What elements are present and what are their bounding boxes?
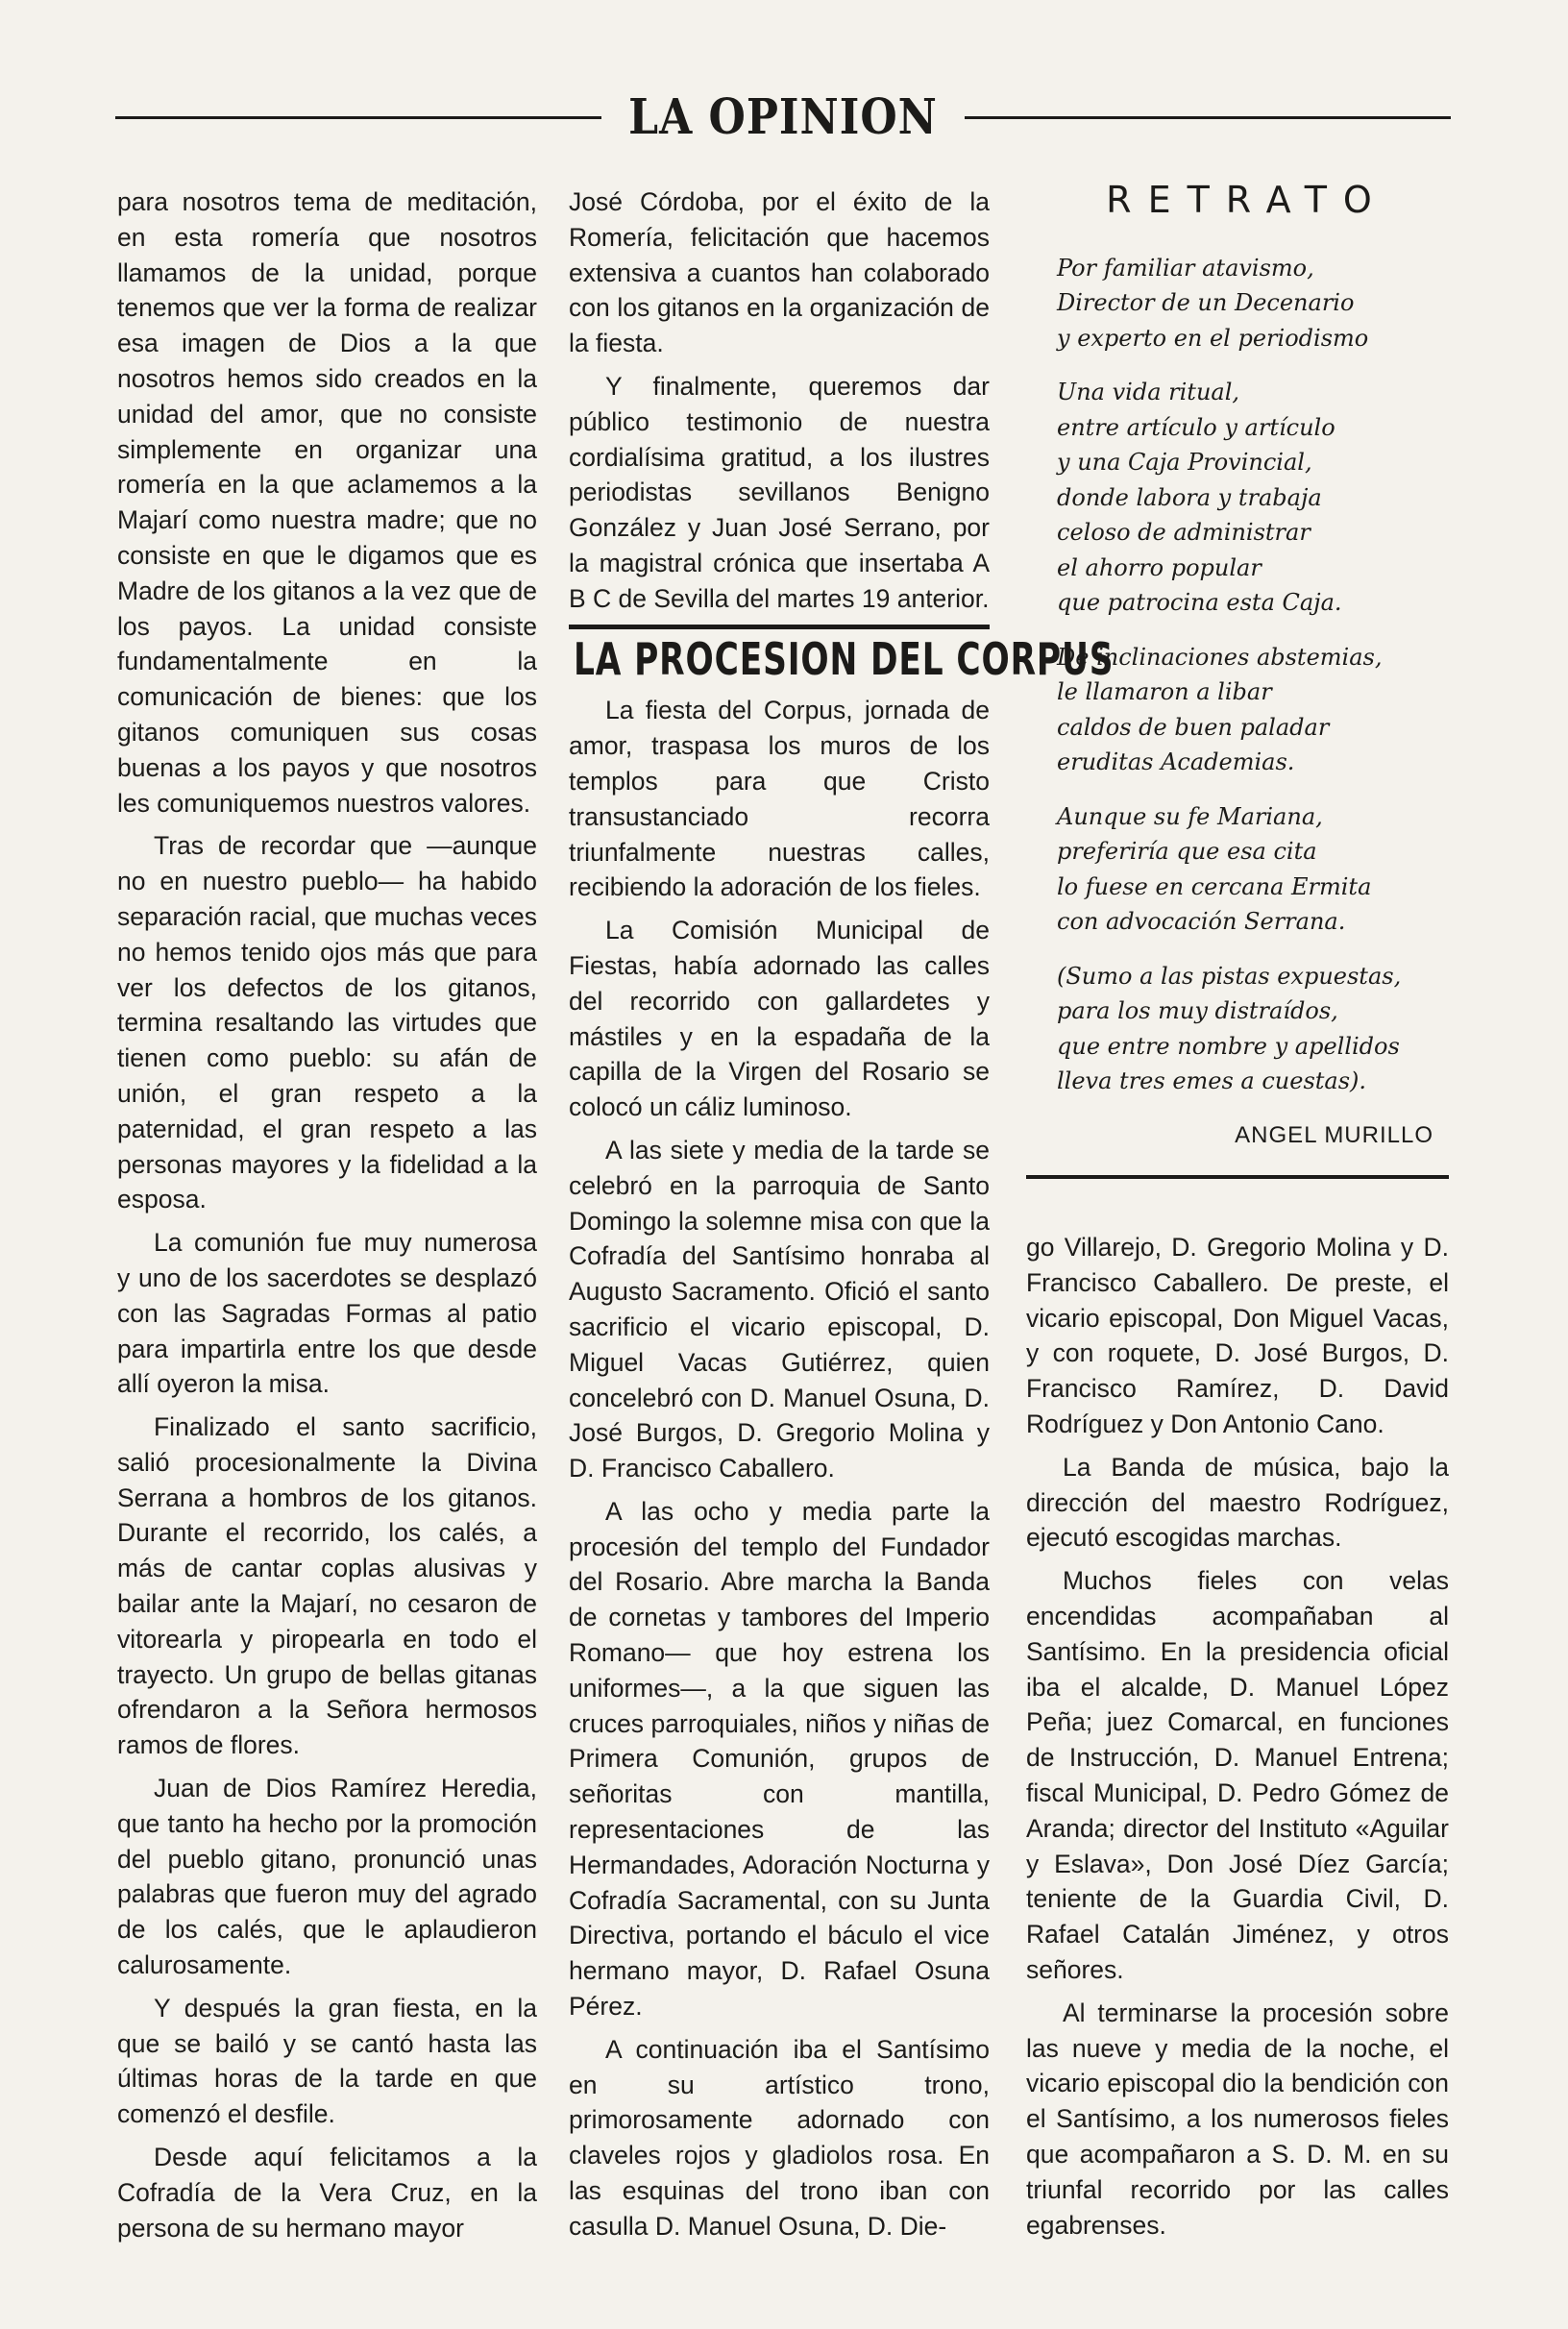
poem-line: lo fuese en cercana Ermita bbox=[1057, 872, 1372, 900]
poem-line: donde labora y trabaja bbox=[1057, 483, 1322, 511]
paragraph: Y finalmente, queremos dar público testimonio de nuestra cordialísima gratitud, a los ilustres periodistas sevillanos Benigno González y Juan José Serrano, por la magistral crónica que insertaba A B C de Sevilla del martes 19 anterior. bbox=[569, 371, 990, 613]
paragraph: La comunión fue muy numerosa y uno de los sacerdotes se desplazó con las Sagradas Formas al patio para impartirla entre los que desde allí oyeron la misa. bbox=[117, 1228, 537, 1399]
poem-line: entre artículo y artículo bbox=[1057, 413, 1335, 441]
paragraph: José Córdoba, por el éxito de la Romería, felicitación que hacemos extensiva a cuantos han colaborado con los gitanos en la organización de la fiesta. bbox=[569, 187, 990, 358]
paragraph: La Comisión Municipal de Fiestas, había adornado las calles del recorrido con gallardetes y mástiles y en la espadaña de la capilla de la Virgen del Rosario se colocó un cáliz luminoso. bbox=[569, 916, 990, 1122]
stanza bbox=[1057, 251, 1449, 356]
poem-line: el ahorro popular bbox=[1057, 553, 1262, 581]
poem-line: con advocación Serrana. bbox=[1057, 908, 1346, 936]
masthead bbox=[115, 88, 1451, 146]
poem-line: De inclinaciones abstemias, bbox=[1057, 643, 1383, 671]
masthead-title: LA OPINION bbox=[628, 88, 938, 146]
paragraph: Tras de recordar que —aunque no en nuestro pueblo— ha habido separación racial, que muchas veces no hemos tenido ojos más que para ver los defectos de los gitanos, termina resaltando las virtudes que tienen como pueblo: su afán de unión, el gran respeto a la paternidad, el gran respeto a las personas mayores y la fidelidad a la esposa. bbox=[117, 831, 537, 1214]
stanza bbox=[1057, 799, 1449, 940]
poem-line: que patrocina esta Caja. bbox=[1057, 589, 1342, 617]
column-3 bbox=[1026, 1230, 1449, 2250]
poem-line: y una Caja Provincial, bbox=[1057, 449, 1312, 477]
poem-line: Director de un Decenario bbox=[1057, 289, 1355, 317]
paragraph: go Villarejo, D. Gregorio Molina y D. Francisco Caballero. De preste, el vicario episcopal, Don Miguel Vacas, y con roquete, D. José Burgos, D. Francisco Ramírez, D. David Rodríguez y Don Antonio Cano. bbox=[1026, 1233, 1449, 1438]
paragraph: A las siete y media de la tarde se celebró en la parroquia de Santo Domingo la solemne misa con que la Cofradía del Santísimo honraba al Augusto Sacramento. Ofició el santo sacrificio el vicario episcopal, D. Miguel Vacas Gutiérrez, quien concelebró con D. Manuel Osuna, D. José Burgos, D. Gregorio Molina y D. Francisco Caballero. bbox=[569, 1135, 990, 1483]
author-signature: ANGEL MURILLO bbox=[1235, 1121, 1433, 1148]
paragraph: Juan de Dios Ramírez Heredia, que tanto ha hecho por la promoción del pueblo gitano, pronunció unas palabras que fueron muy del agrado de los calés, que le aplaudieron calurosamente. bbox=[117, 1774, 537, 1980]
paragraph: Desde aquí felicitamos a la Cofradía de la Vera Cruz, en la persona de su hermano mayor bbox=[117, 2143, 537, 2243]
poem-line: Una vida ritual, bbox=[1057, 379, 1240, 406]
poem-line: para los muy distraídos, bbox=[1057, 997, 1338, 1025]
paragraph: para nosotros tema de meditación, en esta romería que nosotros llamamos de la unidad, porque tenemos que ver la forma de realizar esa imagen de Dios a la que nosotros hemos sido creados en la unidad del amor, que no consiste simplemente en organizar una romería en la que aclamemos a la Majarí como nuestra madre; que no consiste en que le digamos que es Madre de los gitanos a la vez que de los payos. La unidad consiste fundamentalmente en la comunicación de bienes: que los gitanos comuniquen sus cosas buenas a los payos y que nosotros les comuniquemos nuestros valores. bbox=[117, 187, 537, 818]
paragraph: Y después la gran fiesta, en la que se bailó y se cantó hasta las últimas horas de la tarde en que comenzó el desfile. bbox=[117, 1993, 537, 2129]
paragraph: Al terminarse la procesión sobre las nueve y media de la noche, el vicario episcopal dio la bendición con el Santísimo, a los numerosos fieles que acompañaron a S. D. M. en su triunfal recorrido por las calles egabrenses. bbox=[1026, 1998, 1449, 2240]
stanza bbox=[1057, 375, 1449, 621]
paragraph: La Banda de música, bajo la dirección del maestro Rodríguez, ejecutó escogidas marchas. bbox=[1026, 1452, 1449, 1553]
section-rule bbox=[569, 625, 990, 629]
poem-line: Aunque su fe Mariana, bbox=[1057, 802, 1323, 830]
poem-line: celoso de administrar bbox=[1057, 519, 1311, 547]
retrato-box bbox=[1026, 179, 1449, 1179]
section-rule bbox=[1026, 1175, 1449, 1179]
poem-line: lleva tres emes a cuestas). bbox=[1057, 1067, 1367, 1095]
masthead-rule-right bbox=[965, 116, 1451, 119]
poem-line: preferiría que esa cita bbox=[1057, 838, 1317, 866]
poem-line: y experto en el periodismo bbox=[1057, 324, 1369, 352]
column-1 bbox=[117, 184, 537, 2253]
paragraph: A continuación iba el Santísimo en su artístico trono, primorosamente adornado con claveles rojos y gladiolos rosa. En las esquinas del trono iban con casulla D. Manuel Osuna, D. Die- bbox=[569, 2034, 990, 2241]
paragraph: Muchos fieles con velas encendidas acompañaban al Santísimo. En la presidencia oficial iba el alcalde, D. Manuel López Peña; juez Comarcal, en funciones de Instrucción, D. Manuel Entrena; fiscal Municipal, D. Pedro Gómez de Aranda; director del Instituto «Aguilar y Eslava», Don José Díez García; teniente de la Guardia Civil, D. Rafael Catalán Jiménez, y otros señores. bbox=[1026, 1566, 1449, 1984]
column-2 bbox=[569, 184, 1115, 2252]
paragraph: La fiesta del Corpus, jornada de amor, traspasa los muros de los templos para que Cristo transustanciado recorra triunfalmente nuestras calles, recibiendo la adoración de los fieles. bbox=[569, 696, 990, 902]
poem-line: que entre nombre y apellidos bbox=[1057, 1032, 1400, 1060]
poem bbox=[1026, 251, 1449, 1099]
poem-line: le llamaron a libar bbox=[1057, 678, 1272, 706]
masthead-rule-left bbox=[115, 116, 601, 119]
section-title: LA PROCESION DEL CORPUS bbox=[574, 634, 1115, 685]
poem-line: (Sumo a las pistas expuestas, bbox=[1057, 962, 1402, 990]
paragraph: A las ocho y media parte la procesión del templo del Fundador del Rosario. Abre marcha la Banda de cornetas y tambores del Imperio Romano— que hoy estrena los uniformes—, a la que siguen las cruces parroquiales, niños y niñas de Primera Comunión, grupos de señoritas con mantilla, representaciones de las Hermandades, Adoración Nocturna y Cofradía Sacramental, con su Junta Directiva, portando el báculo el vice hermano mayor, D. Rafael Osuna Pérez. bbox=[569, 1496, 990, 2022]
retrato-title: RETRATO bbox=[1106, 179, 1388, 221]
stanza bbox=[1057, 959, 1449, 1099]
paragraph: Finalizado el santo sacrificio, salió procesionalmente la Divina Serrana a hombros de los gitanos. Durante el recorrido, los calés, a más de cantar coplas alusivas y bailar ante la Majarí, no cesaron de vitorearla y piropearla en todo el trayecto. Un grupo de bellas gitanas ofrendaron a la Señora hermosos ramos de flores. bbox=[117, 1412, 537, 1760]
poem-line: eruditas Academias. bbox=[1057, 748, 1295, 776]
poem-line: caldos de buen paladar bbox=[1057, 713, 1330, 741]
poem-line: Por familiar atavismo, bbox=[1057, 254, 1314, 282]
stanza bbox=[1057, 640, 1449, 780]
